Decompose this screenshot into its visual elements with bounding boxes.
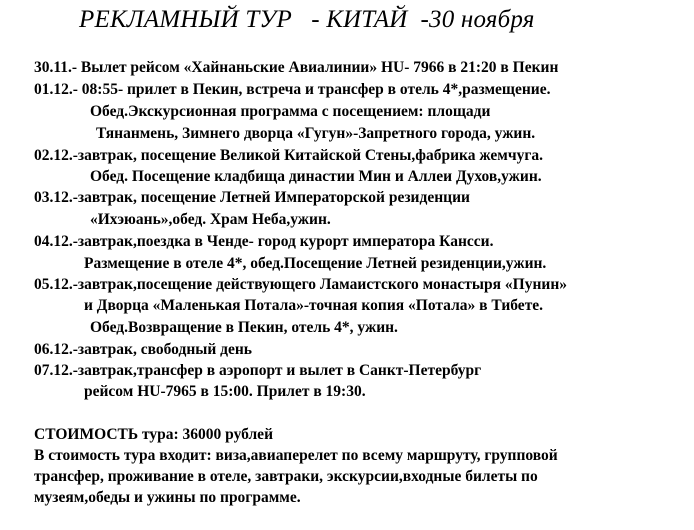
tour-title: РЕКЛАМНЫЙ ТУР - КИТАЙ -30 ноября — [79, 6, 535, 33]
price-includes-line-3: музеям,обеды и ужины по программе. — [34, 489, 301, 506]
itinerary-line-day-05-12-cont-1: и Дворца «Маленькая Потала»-точная копия «Потала» в Тибете. — [84, 297, 544, 314]
itinerary-line-day-02-12: 02.12.-завтрак, посещение Великой Китайской Стены,фабрика жемчуга. — [34, 147, 543, 164]
price-includes-line-2: трансфер, проживание в отеле, завтраки, экскурсии,входные билеты по — [34, 468, 538, 485]
tour-price: СТОИМОСТЬ тура: 36000 рублей — [34, 426, 273, 443]
itinerary-line-day-07-12: 07.12.-завтрак,трансфер в аэропорт и вылет в Санкт-Петербург — [34, 362, 482, 379]
itinerary-line-day-01-12-cont-1: Обед.Экскурсионная программа с посещением: площади — [90, 103, 491, 120]
itinerary-line-day-01-12-cont-2: Тянанмень, Зимнего дворца «Гугун»-Запретного города, ужин. — [96, 125, 536, 142]
itinerary-line-day-05-12: 05.12.-завтрак,посещение действующего Ламаистского монастыря «Пунин» — [34, 276, 567, 293]
price-includes-line-1: В стоимость тура входит: виза,авиаперелет по всему маршруту, групповой — [34, 447, 558, 464]
itinerary-line-day-06-12: 06.12.-завтрак, свободный день — [34, 341, 252, 358]
itinerary-line-day-05-12-cont-2: Обед.Возвращение в Пекин, отель 4*, ужин. — [90, 319, 398, 336]
itinerary-line-day-30-11: 30.11.- Вылет рейсом «Хайнаньские Авиалинии» HU- 7966 в 21:20 в Пекин — [34, 59, 559, 76]
itinerary-line-day-03-12-cont: «Ихэюань»,обед. Храм Неба,ужин. — [90, 211, 331, 228]
itinerary-line-day-01-12: 01.12.- 08:55- прилет в Пекин, встреча и трансфер в отель 4*,размещение. — [34, 81, 551, 98]
itinerary-line-day-04-12: 04.12.-завтрак,поездка в Ченде- город курорт императора Кансси. — [34, 233, 494, 250]
itinerary-line-day-02-12-cont: Обед. Посещение кладбища династии Мин и Аллеи Духов,ужин. — [90, 168, 542, 185]
itinerary-line-day-04-12-cont: Размещение в отеле 4*, обед.Посещение Летней резиденции,ужин. — [84, 255, 547, 272]
itinerary-line-day-07-12-cont: рейсом HU-7965 в 15:00. Прилет в 19:30. — [84, 383, 366, 400]
itinerary-line-day-03-12: 03.12.-завтрак, посещение Летней Императорской резиденции — [34, 189, 470, 206]
